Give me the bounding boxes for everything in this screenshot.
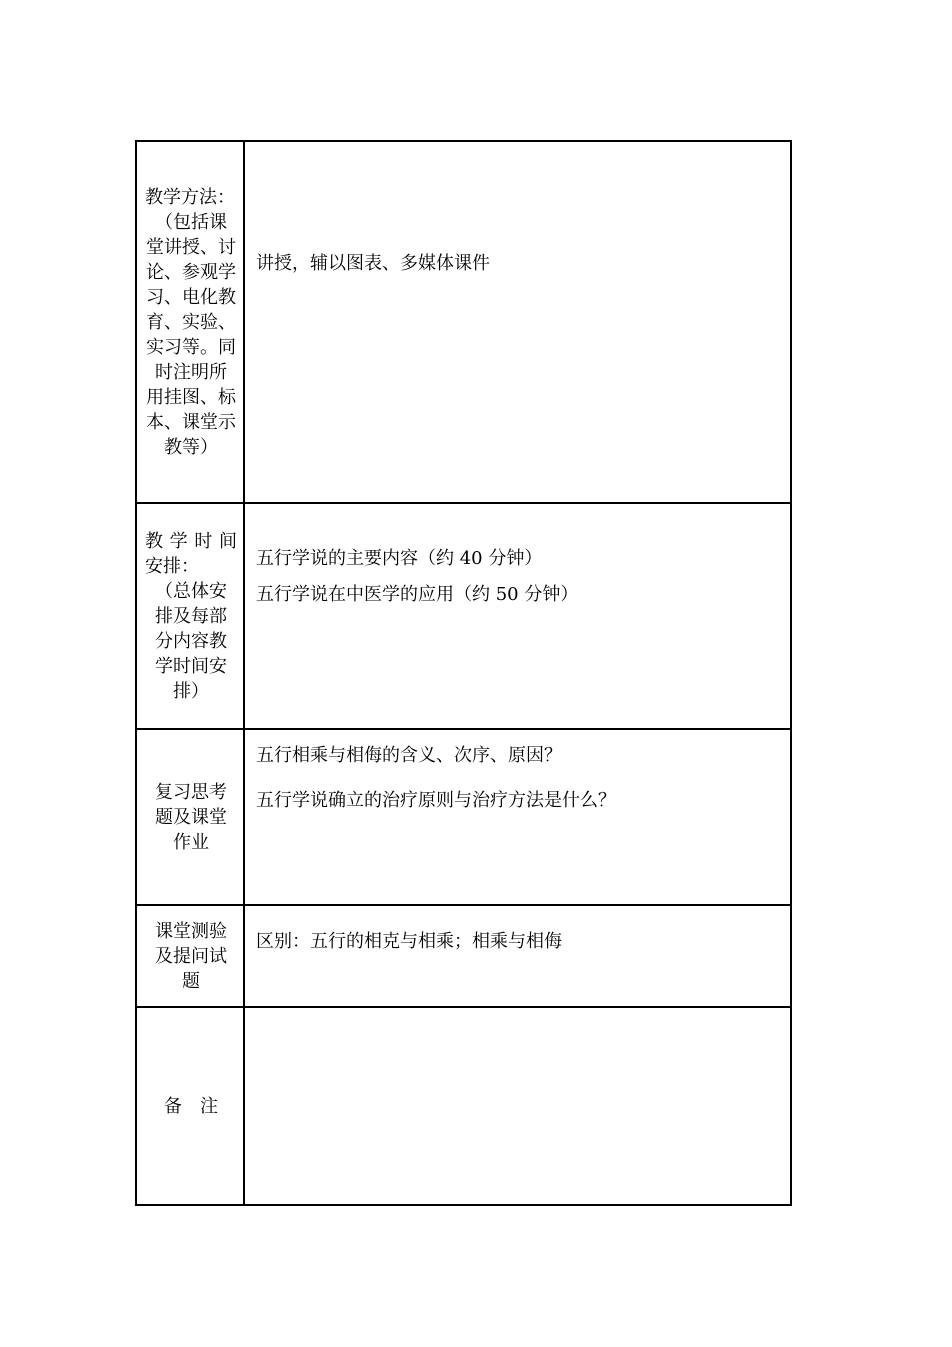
row-content-remarks	[245, 1008, 790, 1204]
row-label-review-questions	[137, 730, 245, 904]
label-text: 复习思考 题及课堂 作业	[155, 781, 227, 853]
row-teaching-time	[137, 504, 790, 730]
row-label-teaching-method	[137, 142, 245, 502]
label-heading: 教学时间	[145, 530, 237, 552]
label-heading-continued: 安排：	[145, 555, 199, 577]
content-line: 讲授，辅以图表、多媒体课件	[256, 253, 490, 274]
row-content-classroom-quiz	[245, 906, 790, 1006]
label-heading: 教学方法：	[145, 186, 235, 208]
content-line: 五行学说的主要内容（约 40 分钟）	[256, 548, 543, 569]
row-label-teaching-time	[137, 504, 245, 728]
row-content-teaching-time	[245, 504, 790, 728]
row-label-classroom-quiz	[137, 906, 245, 1006]
content-line: 五行学说确立的治疗原则与治疗方法是什么？	[256, 790, 616, 811]
row-label-remarks	[137, 1008, 245, 1204]
row-content-teaching-method	[245, 142, 790, 502]
label-text: 备 注	[164, 1095, 218, 1117]
content-line: 五行学说在中医学的应用（约 50 分钟）	[256, 584, 579, 605]
label-note: （包括课 堂讲授、讨 论、参观学 习、电化教 育、实验、 实习等。同 时注明所 用挂图、标 本、课堂示 教等）	[146, 211, 236, 458]
row-review-questions	[137, 730, 790, 906]
row-content-review-questions	[245, 730, 790, 904]
row-remarks	[137, 1008, 790, 1204]
content-line: 五行相乘与相侮的含义、次序、原因？	[256, 745, 562, 766]
content-line: 区别：五行的相克与相乘；相乘与相侮	[256, 931, 562, 952]
row-teaching-method	[137, 142, 790, 504]
label-note: （总体安 排及每部 分内容教 学时间安 排）	[155, 580, 227, 702]
label-text: 课堂测验 及提问试 题	[155, 920, 227, 992]
row-classroom-quiz	[137, 906, 790, 1008]
lesson-plan-table	[135, 140, 792, 1206]
